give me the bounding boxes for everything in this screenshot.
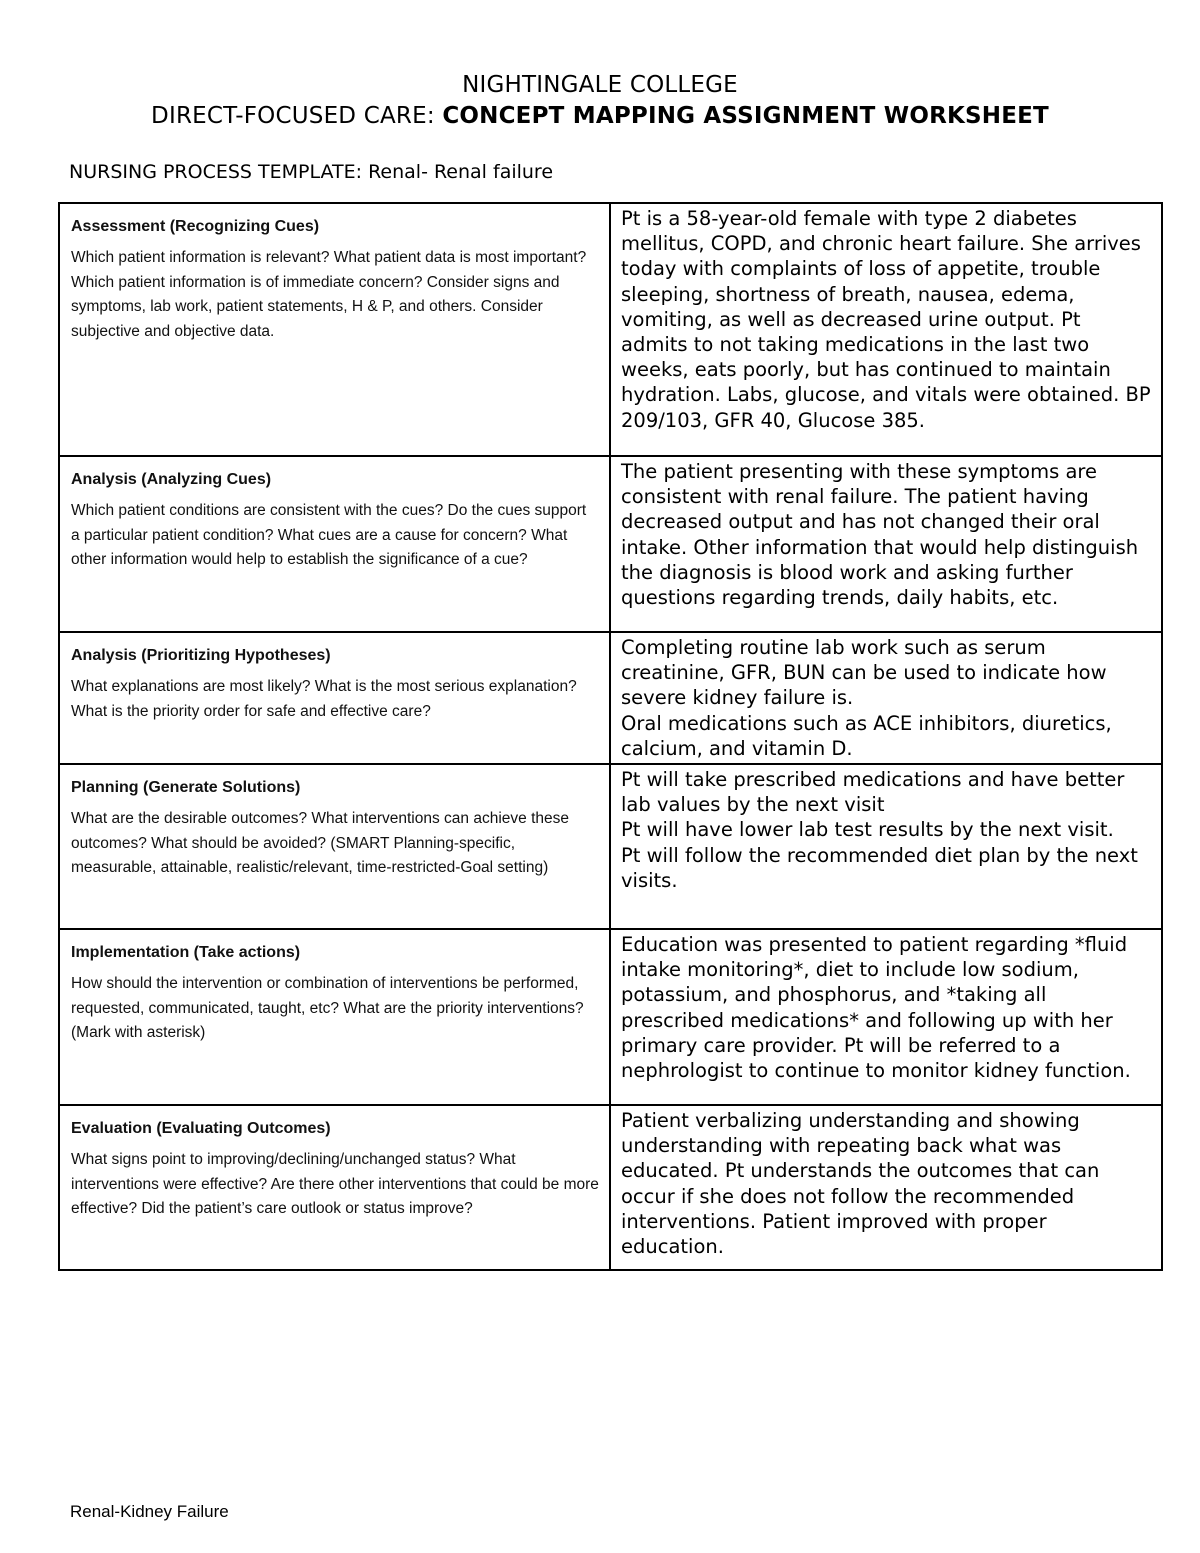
worksheet-title-bold: CONCEPT MAPPING ASSIGNMENT WORKSHEET	[442, 103, 1049, 129]
step-title: Evaluation (Evaluating Outcomes)	[71, 1120, 331, 1138]
step-prompt: What signs point to improving/declining/unchanged status? What interventions were effective? Are there other interventions that could be more effective? Did the patient’s care outlook or status improve?	[71, 1151, 599, 1218]
step-title: Planning (Generate Solutions)	[71, 779, 301, 797]
step-title: Analysis (Prioritizing Hypotheses)	[71, 647, 331, 664]
response-text: Pt will take prescribed medications and have better lab values by the next visit Pt will have lower lab test results by the next visit. Pt will follow the recommended diet plan by the next visits.	[621, 768, 1138, 892]
step-prompt-cell	[59, 929, 610, 1105]
step-title: Assessment (Recognizing Cues)	[71, 218, 320, 235]
step-prompt: What are the desirable outcomes? What interventions can achieve these outcomes? What should be avoided? (SMART Planning-specific, measurable, attainable, realistic/relevant, time-restricted-Goal setting)	[71, 810, 569, 877]
step-prompt-cell	[59, 203, 610, 456]
nursing-process-template-line: NURSING PROCESS TEMPLATE: Renal- Renal failure	[69, 161, 554, 183]
table-row	[59, 929, 1162, 1105]
step-prompt-cell	[59, 456, 610, 632]
response-text: Patient verbalizing understanding and showing understanding with repeating back what was educated. Pt understands the outcomes that can occur if she does not follow the recommended interventions. Patient improved with proper education.	[621, 1109, 1100, 1259]
college-name: NIGHTINGALE COLLEGE	[462, 72, 738, 98]
response-cell	[610, 632, 1162, 764]
step-prompt-cell	[59, 632, 610, 764]
worksheet-title-prefix: DIRECT-FOCUSED CARE:	[151, 103, 443, 129]
response-text: Pt is a 58-year-old female with type 2 diabetes mellitus, COPD, and chronic heart failure. She arrives today with complaints of loss of appetite, trouble sleeping, shortness of breath, nausea, edema, vomiting, as well as decreased urine output. Pt admits to not taking medications in the last two weeks, eats poorly, but has continued to maintain hydration. Labs, glucose, and vitals were obtained. BP 209/103, GFR 40, Glucose 385.	[621, 207, 1151, 432]
step-prompt: Which patient information is relevant? What patient data is most important? Which patient information is of immediate concern? Consider signs and symptoms, lab work, patient statements, H & P, and others. Consider subjective and objective data.	[71, 249, 587, 340]
response-text: Education was presented to patient regarding *fluid intake monitoring*, diet to include low sodium, potassium, and phosphorus, and *taking all prescribed medications* and following up with her primary care provider. Pt will be referred to a nephrologist to continue to monitor kidney function.	[621, 933, 1131, 1083]
response-cell	[610, 764, 1162, 929]
step-prompt: What explanations are most likely? What is the most serious explanation? What is the priority order for safe and effective care?	[71, 678, 577, 720]
step-prompt: How should the intervention or combination of interventions be performed, requested, communicated, taught, etc? What are the priority interventions? (Mark with asterisk)	[71, 975, 584, 1042]
table-row	[59, 203, 1162, 456]
concept-map-table	[58, 202, 1163, 1271]
response-cell	[610, 929, 1162, 1105]
step-prompt-cell	[59, 1105, 610, 1270]
step-prompt-cell	[59, 764, 610, 929]
table-row	[59, 764, 1162, 929]
worksheet-title	[0, 100, 1200, 132]
document-header	[0, 70, 1200, 132]
step-title: Implementation (Take actions)	[71, 944, 301, 962]
response-cell	[610, 203, 1162, 456]
table-row	[59, 456, 1162, 632]
response-text: Completing routine lab work such as serum creatinine, GFR, BUN can be used to indicate how severe kidney failure is. Oral medications such as ACE inhibitors, diuretics, calcium, and vitamin D.	[621, 636, 1112, 760]
response-cell	[610, 456, 1162, 632]
step-prompt: Which patient conditions are consistent with the cues? Do the cues support a particular patient condition? What cues are a cause for concern? What other information would help to establish the significance of a cue?	[71, 502, 587, 568]
response-cell	[610, 1105, 1162, 1270]
step-title: Analysis (Analyzing Cues)	[71, 471, 272, 488]
table-row	[59, 632, 1162, 764]
page-footer: Renal-Kidney Failure	[70, 1502, 229, 1521]
response-text: The patient presenting with these symptoms are consistent with renal failure. The patient having decreased output and has not changed their oral intake. Other information that would help distinguish the diagnosis is blood work and asking further questions regarding trends, daily habits, etc.	[621, 460, 1139, 610]
table-row	[59, 1105, 1162, 1270]
